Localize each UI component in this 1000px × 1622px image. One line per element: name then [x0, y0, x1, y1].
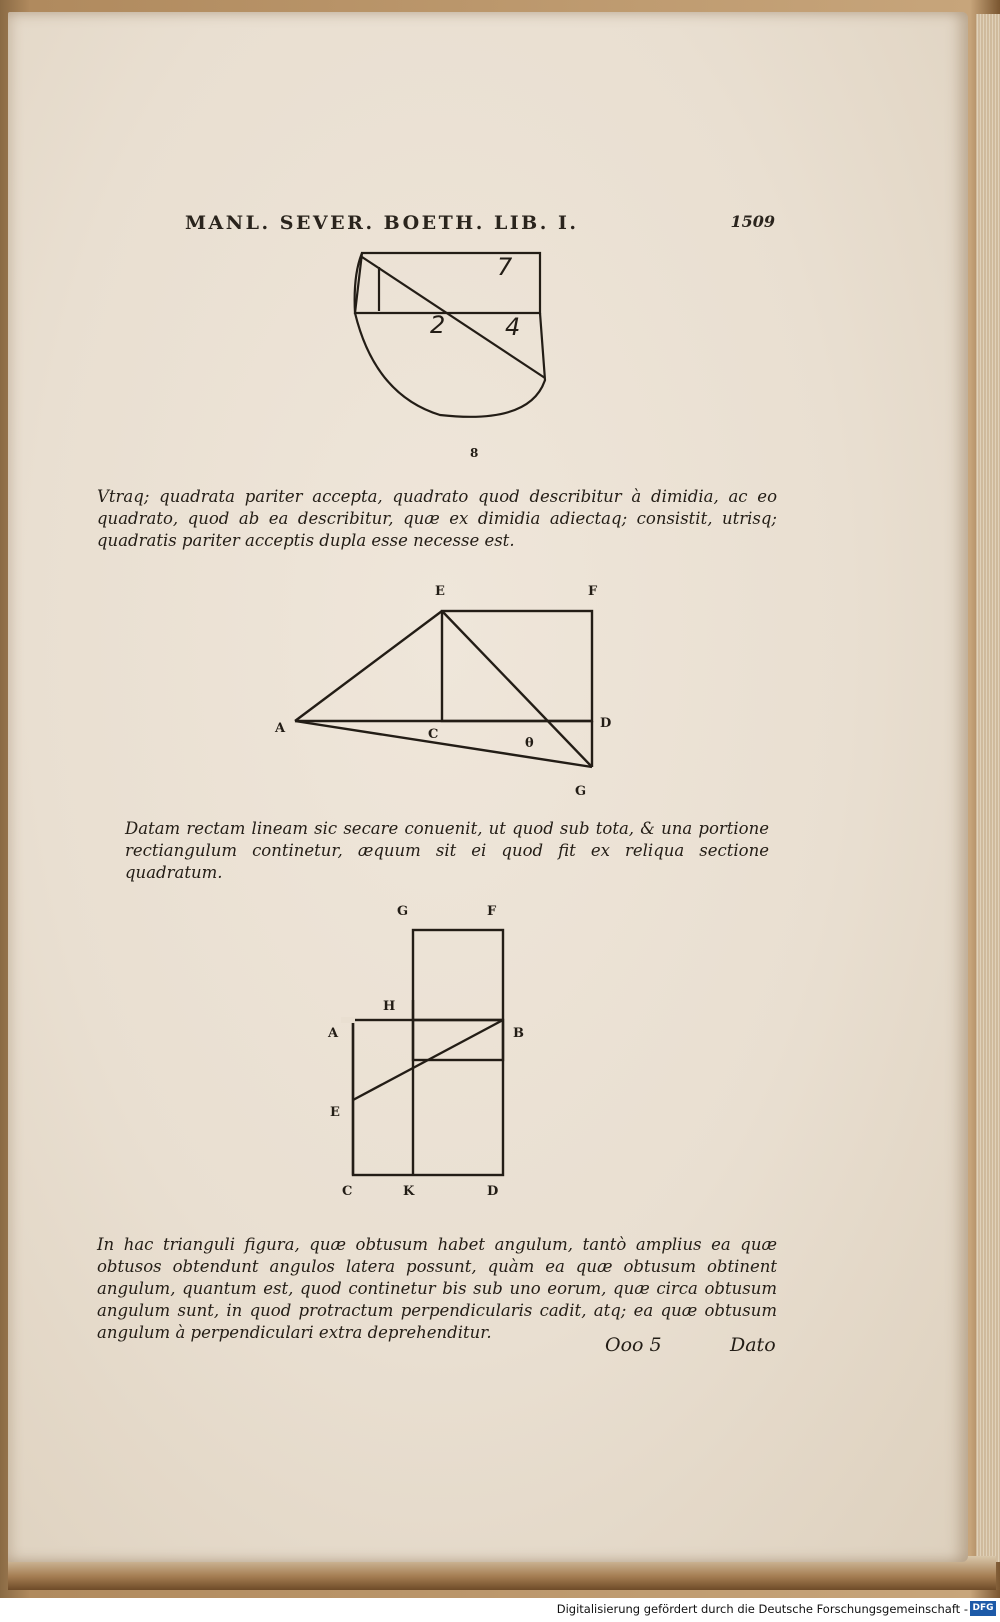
figure-triangle-square	[270, 575, 630, 800]
running-header	[185, 212, 775, 240]
running-title: MANL. SEVER. BOETH. LIB. I.	[185, 212, 579, 234]
label-H: H	[383, 999, 396, 1014]
folio-number: 1509	[730, 212, 775, 231]
label-C: C	[342, 1184, 353, 1199]
label-G: G	[397, 904, 409, 919]
figure1-num-7: 7	[497, 253, 513, 281]
label-F: F	[487, 904, 497, 919]
page-edges-right	[976, 14, 1000, 1562]
label-D: D	[600, 716, 612, 731]
catchword: Dato	[730, 1334, 776, 1356]
figure1-num-2: 2	[430, 311, 446, 339]
rect-lower	[353, 1020, 503, 1175]
label-E: E	[330, 1105, 340, 1120]
paragraph-one: Vtraq; quadrata pariter accepta, quadrato quod describitur à dimidia, ac eo quadrato, quod ab ea describitur, quæ ex dimidia adiectaq; consistit, utrisq; quadratis pariter acceptis dupla esse necesse est.	[97, 487, 777, 550]
figure1-caption-number: 8	[470, 446, 479, 460]
dfg-logo: DFG	[970, 1601, 996, 1616]
rect-GF	[413, 930, 503, 1060]
footer-credit: Digitalisierung gefördert durch die Deutsche Forschungsgemeinschaft -	[556, 1602, 968, 1616]
label-F: F	[588, 584, 598, 599]
figure-rectangle-division	[325, 890, 545, 1200]
signature-mark: Ooo 5	[605, 1334, 662, 1356]
label-K: K	[403, 1184, 415, 1199]
label-A: A	[328, 1026, 339, 1041]
label-theta: θ	[525, 736, 534, 751]
figure1-num-4: 4	[505, 313, 521, 341]
line-AE	[295, 611, 442, 721]
label-E: E	[435, 584, 445, 599]
paragraph-three: In hac trianguli figura, quæ obtusum habet angulum, tantò amplius ea quæ obtusos obtendunt angulos latera possunt, quàm ea quæ obtusum obtinent angulum, quantum est, quod continetur bis sub uno eorum, quæ circa obtusum angulum sunt, in quod protractum perpendicularis cadit, atq; ea quæ obtusum angulum à perpendiculari extra deprehenditur.	[97, 1235, 777, 1342]
label-C: C	[428, 727, 439, 742]
label-A: A	[275, 721, 286, 736]
digitization-footer	[0, 1598, 1000, 1622]
label-D: D	[487, 1184, 499, 1199]
square-EF	[442, 611, 592, 721]
gap-mask	[341, 1017, 355, 1023]
figure-square-semicircle	[345, 245, 560, 425]
label-B: B	[513, 1026, 524, 1041]
line-AG	[295, 721, 592, 767]
paragraph-two: Datam rectam lineam sic secare conuenit, ut quod sub tota, & una portione rectiangulum continetur, æquum sit ei quod fit ex reliqua sectione quadratum.	[125, 819, 769, 882]
label-G: G	[575, 784, 587, 799]
line-EG	[442, 611, 592, 767]
